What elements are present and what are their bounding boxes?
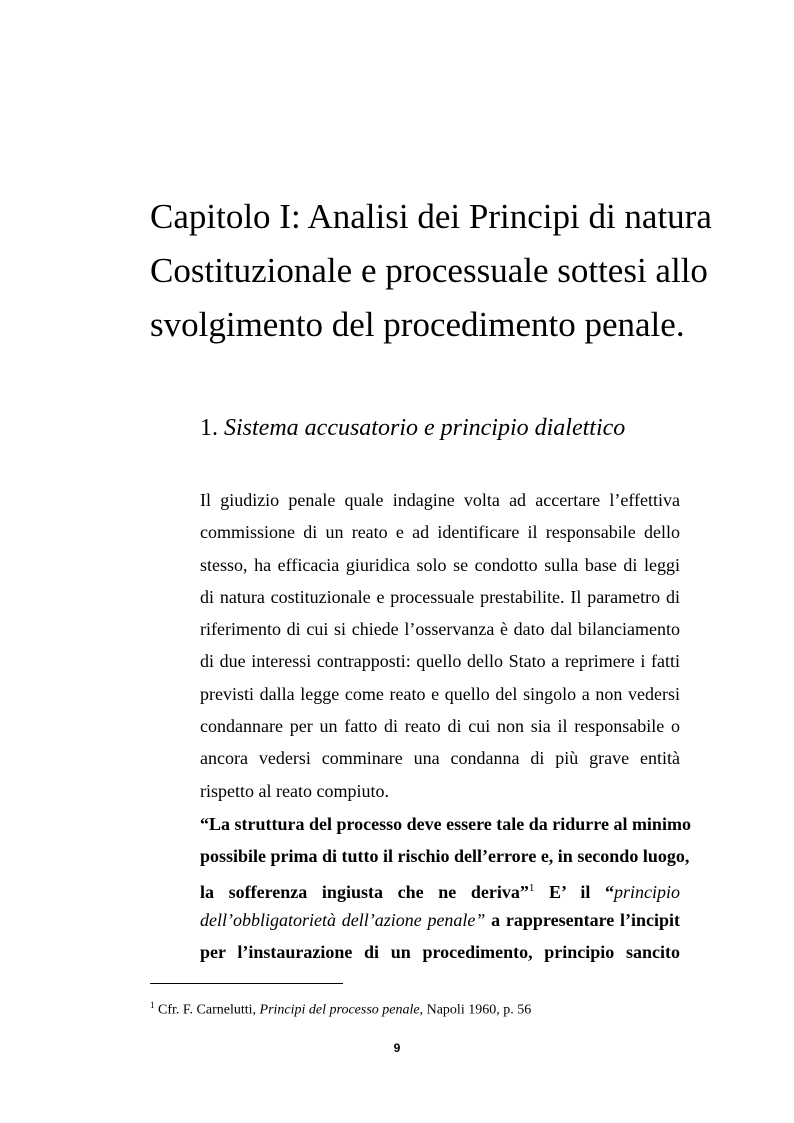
footnote-title: Principi del processo penale: [259, 1002, 420, 1018]
chapter-title-line: svolgimento del procedimento penale.: [150, 305, 685, 344]
footnote-number: 1: [150, 1000, 155, 1010]
paragraph-line: [200, 872, 680, 904]
paragraph-line: “La struttura del processo deve essere tale da ridurre al minimo: [200, 814, 691, 834]
paragraph-line: di natura costituzionale e processuale prestabilite. Il parametro di: [200, 586, 680, 607]
footnote-ref: 1: [528, 882, 535, 894]
paragraph-line: Il giudizio penale quale indagine volta ad accertare l’effettiva: [200, 490, 680, 510]
chapter-title: [150, 190, 712, 352]
footnote-text: Cfr. F. Carnelutti,: [154, 1002, 260, 1018]
paragraph-line: stesso, ha efficacia giuridica solo se condotto sulla base di leggi: [200, 554, 680, 575]
italic-text: dell’obbligatorietà dell’azione penale”: [200, 910, 486, 930]
section-heading: [200, 412, 625, 444]
line-text: E’ il “: [534, 882, 615, 902]
page-number: 9: [393, 1041, 401, 1055]
paragraph-line: possibile prima di tutto il rischio dell’errore e, in secondo luogo,: [200, 846, 690, 866]
chapter-title-line: Costituzionale e processuale sottesi allo: [150, 251, 708, 290]
paragraph-2: [200, 808, 691, 968]
italic-text: principio: [614, 882, 681, 902]
paragraph-line: riferimento di cui si chiede l’osservanza è dato dal bilanciamento: [200, 619, 680, 640]
paragraph-line: di due interessi contrapposti: quello dello Stato a reprimere i fatti: [200, 651, 680, 672]
paragraph-line: ancora vedersi comminare una condanna di più grave entità: [200, 748, 680, 769]
chapter-title-line: Capitolo I: Analisi dei Principi di natura: [150, 197, 712, 236]
footnote-text: , Napoli 1960, p. 56: [419, 1002, 532, 1018]
footnote: [150, 996, 531, 1020]
footnote-separator: [150, 983, 343, 984]
paragraph-line: [200, 904, 680, 936]
quote-end-text: la sofferenza ingiusta che ne deriva”: [200, 882, 529, 902]
line-text: a rappresentare l’incipit: [485, 910, 680, 930]
paragraph-line: per l’instaurazione di un procedimento, principio sancito: [200, 942, 680, 962]
paragraph-1: [200, 484, 680, 807]
paragraph-line: rispetto al reato compiuto.: [200, 780, 389, 801]
section-number: 1.: [200, 415, 218, 441]
paragraph-line: condannare per un fatto di reato di cui non sia il responsabile o: [200, 716, 680, 737]
paragraph-line: previsti dalla legge come reato e quello del singolo a non vedersi: [200, 683, 680, 704]
paragraph-line: commissione di un reato e ad identificare il responsabile dello: [200, 522, 680, 543]
section-title: Sistema accusatorio e principio dialettico: [224, 415, 626, 441]
